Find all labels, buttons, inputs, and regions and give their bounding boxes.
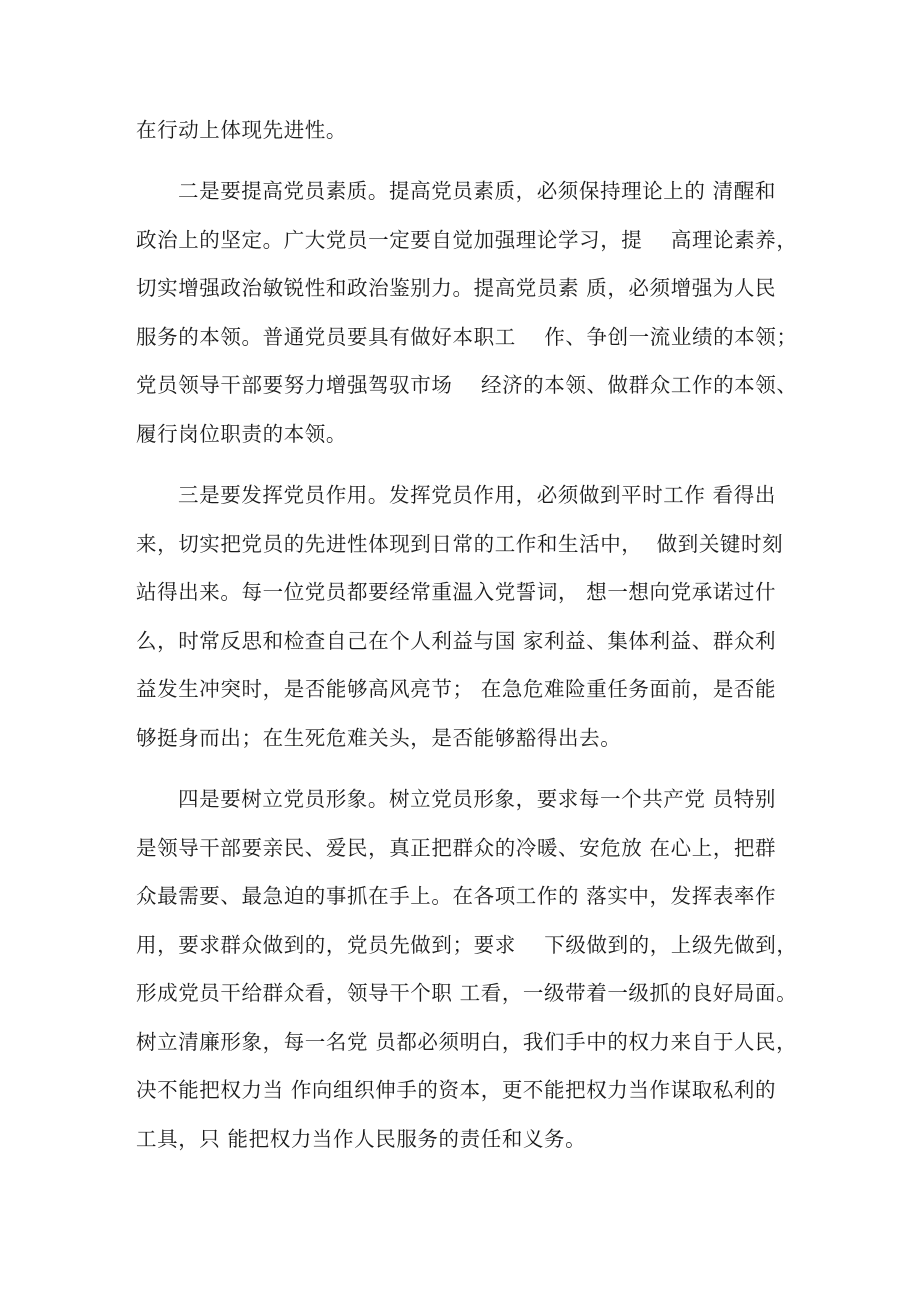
text-line: 服务的本领。普通党员要具有做好本职工 作、争创一流业绩的本领； [136,325,798,349]
text-line: 是领导干部要亲民、爱民，真正把群众的冷暖、安危放 在心上，把群 [136,836,777,860]
text-line: 站得出来。每一位党员都要经常重温入党誓词， 想一想向党承诺过什 [136,580,777,604]
text-line: 用，要求群众做到的，党员先做到；要求 下级做到的，上级先做到， [136,933,798,957]
text-line: 切实增强政治敏锐性和政治鉴别力。提高党员素 质，必须增强为人民 [136,276,777,300]
text-line: 三是要发挥党员作用。发挥党员作用，必须做到平时工作 看得出 [178,483,776,507]
text-line: 众最需要、最急迫的事抓在手上。在各项工作的 落实中，发挥表率作 [136,884,777,908]
text-line: 政治上的坚定。广大党员一定要自觉加强理论学习，提 高理论素养， [136,228,798,252]
text-line: 来，切实把党员的先进性体现到日常的工作和生活中， 做到关键时刻 [136,532,784,556]
text-line: 四是要树立党员形象。树立党员形象，要求每一个共产党 员特别 [178,787,776,811]
text-line: 益发生冲突时，是否能够高风亮节； 在急危难险重任务面前，是否能 [136,677,777,701]
text-line: 履行岗位职责的本领。 [136,422,347,446]
text-line: 么，时常反思和检查自己在个人利益与国 家利益、集体利益、群众利 [136,629,777,653]
text-line: 树立清廉形象，每一名党 员都必须明白，我们手中的权力来自于人民， [136,1030,798,1054]
text-line: 二是要提高党员素质。提高党员素质，必须保持理论上的 清醒和 [178,179,776,203]
text-line: 工具，只 能把权力当作人民服务的责任和义务。 [136,1127,587,1151]
text-line: 党员领导干部要努力增强驾驭市场 经济的本领、做群众工作的本领、 [136,373,798,397]
text-line: 在行动上体现先进性。 [136,118,347,142]
text-line: 够挺身而出；在生死危难关头，是否能够豁得出去。 [136,726,622,750]
text-line: 形成党员干给群众看，领导干个职 工看，一级带着一级抓的良好局面。 [136,981,798,1005]
text-line: 决不能把权力当 作向组织伸手的资本，更不能把权力当作谋取私利的 [136,1078,777,1102]
